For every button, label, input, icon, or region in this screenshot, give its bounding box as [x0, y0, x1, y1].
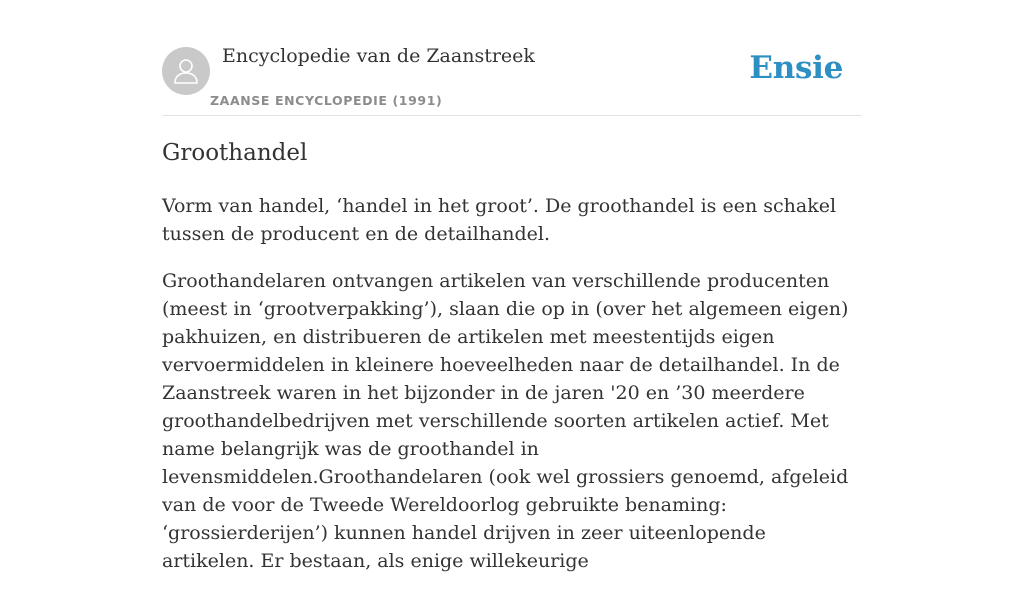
article-paragraph: Groothandelaren ontvangen artikelen van verschillende producenten (meest in ‘grootverpakking’), slaan die op in (over het algemeen eigen) pakhuizen, en distribueren de artikelen met meestentijds eigen vervoermiddelen in kleinere hoeveelheden naar de detailhandel. In de Zaanstreek waren in het bijzonder in de jaren '20 en ’30 meerdere groothandelbedrijven met verschillende soorten artikelen actief. Met name belangrijk was de groothandel in levensmiddelen.Groothandelaren (ook wel grossiers genoemd, afgeleid van de voor de Tweede Wereldoorlog gebruikte benaming: ‘grossierderijen’) kunnen handel drijven in zeer uiteenlopende artikelen. Er bestaan, als enige willekeurige	[162, 270, 849, 572]
source-subtitle: ZAANSE ENCYCLOPEDIE (1991)	[210, 93, 443, 108]
article-container	[162, 0, 862, 572]
user-icon	[171, 56, 201, 86]
source-header	[162, 0, 862, 116]
article-body	[162, 192, 862, 594]
brand-logo[interactable]: Ensie	[749, 50, 843, 86]
avatar[interactable]	[162, 47, 210, 95]
article-title: Groothandel	[162, 140, 308, 166]
article-paragraph: Vorm van handel, ‘handel in het groot’. De groothandel is een schakel tussen de producent en de detailhandel.	[162, 195, 837, 245]
source-title[interactable]: Encyclopedie van de Zaanstreek	[222, 45, 535, 67]
